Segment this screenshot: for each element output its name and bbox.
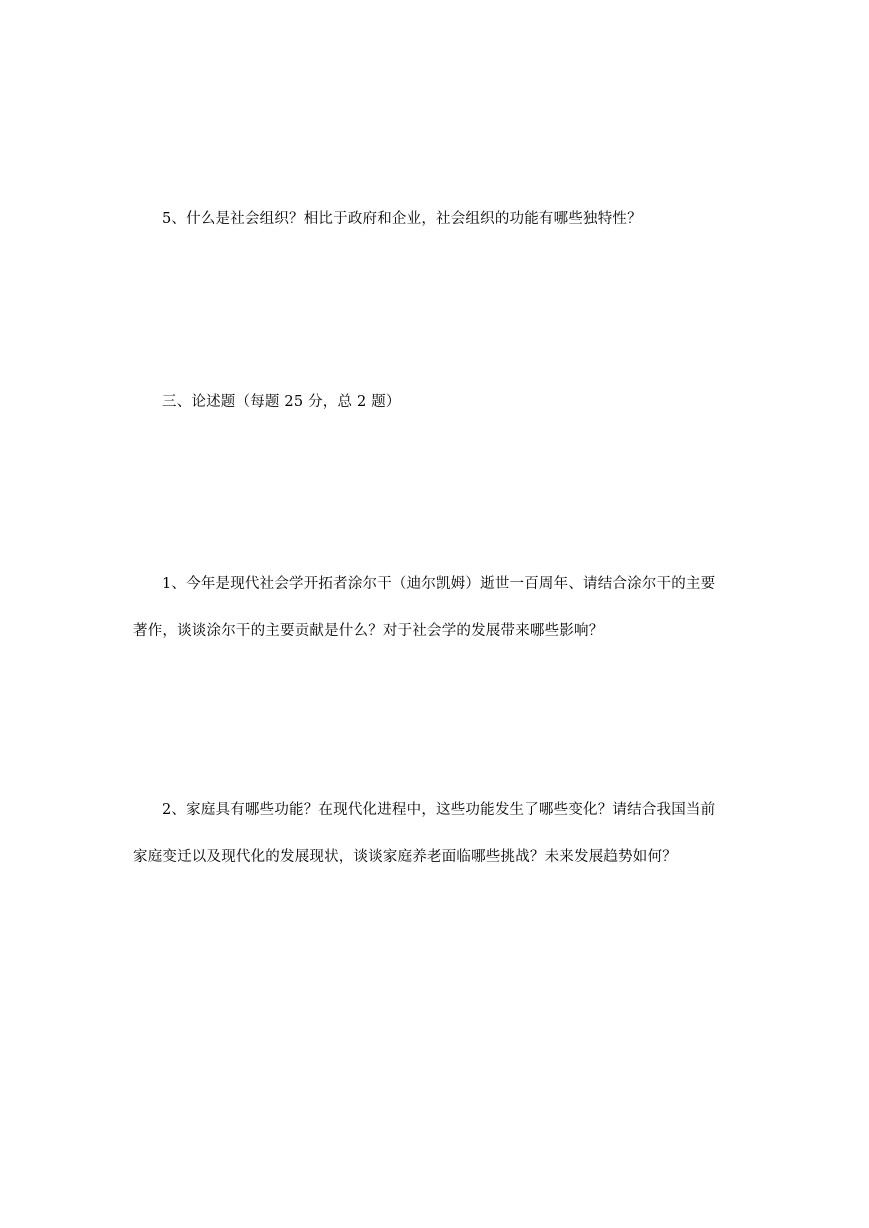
essay-question-1-line-2: 著作，谈谈涂尔干的主要贡献是什么？对于社会学的发展带来哪些影响？ [133, 623, 604, 639]
section-3-heading: 三、论述题（每题 25 分，总 2 题） [162, 394, 401, 410]
essay-question-1-line-1: 1、今年是现代社会学开拓者涂尔干（迪尔凯姆）逝世一百周年、请结合涂尔干的主要 [162, 576, 716, 592]
question-5-text: 5、什么是社会组织？相比于政府和企业，社会组织的功能有哪些独特性？ [162, 211, 642, 227]
essay-question-2-line-1: 2、家庭具有哪些功能？在现代化进程中，这些功能发生了哪些变化？请结合我国当前 [162, 802, 716, 818]
essay-question-2-line-2: 家庭变迁以及现代化的发展现状，谈谈家庭养老面临哪些挑战？未来发展趋势如何？ [133, 849, 677, 865]
